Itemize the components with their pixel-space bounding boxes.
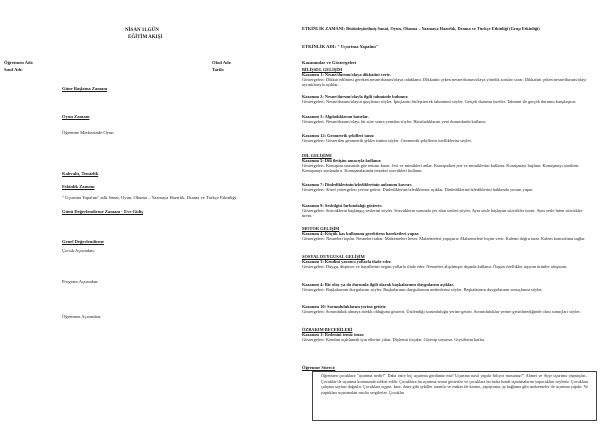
gain-2-indicators: Göstergeleri: Nesne/durum/olayın ipuçlarını söyler. İpuçlarını birleştirerek tahminini söyler. Gerçek durumu inceler. Tahmini ile gerçek durumu karşılaştırır. — [302, 99, 577, 105]
gain-12: Kazanım 12: Geometrik şekilleri tanır. — [302, 133, 375, 138]
gain-9-block — [302, 203, 590, 218]
gain-9-indicators: Göstergeleri: Sözcüklerin başlangıç seslerini söyler. Sözcüklerin sonunda yer alan sesleri söyler. Aynı sesle başlayan sözcükler üretir. Aynı sesle biten sözcükler üretir. — [302, 208, 583, 219]
selfcare-block — [302, 327, 590, 342]
gain-4-motor-indicators: Göstergeleri: Nesneleri toplar. Nesneleri takar. Malzemeleri keser. Malzemeleri yapıştırır. Malzemelere biçim verir. Kalemi doğru tutar. Kalem kontrolünü sağlar. — [302, 236, 586, 242]
general-evaluation-section: Genel Değerlendirme — [62, 239, 104, 244]
gain-3-block — [302, 114, 590, 124]
gain-1-selfcare-indicators: Göstergeleri: Kendini açıklamak için ellerini yıkar. Dişlerini fırçalar. Giyinip soyunur. Giysilerini katlar. — [302, 337, 485, 343]
gain-7-indicators: Göstergeleri: Sözel yönergeleri yerine getirir. Dinlediklerini/izlediklerini açıklar. Dinlediklerini/izlediklerini hakkında yorum yapar. — [302, 187, 534, 193]
gain-1-selfcare: Kazanım 1: Bedenini temiz tutar. — [302, 332, 365, 338]
activity-section: Etkinlik Zamanı — [62, 184, 95, 189]
date-heading: NİSAN 11.GÜN — [125, 28, 159, 33]
social-heading: SOSYAL DUYGUSAL GELİŞİM — [302, 254, 365, 259]
school-name-label: Okul Adı: — [212, 60, 232, 65]
gain-7: Kazanım 7: Dinlediklerinin/izlediklerinin anlamını kavrar. — [302, 182, 412, 187]
activity-name: ETKİNLİK ADI: " Uçurtma Yapalım" — [302, 44, 379, 49]
child-perspective: Çocuk Açısından; — [62, 248, 95, 253]
social-block — [302, 254, 590, 269]
gain-10-block — [302, 304, 590, 314]
motor-heading: MOTOR GELİŞİM — [302, 226, 340, 231]
gain-1: Kazanım 1: Nesne/durum/olaya dikkatini verir. — [302, 72, 391, 78]
program-perspective: Program Açısından; — [62, 279, 99, 284]
gain-9: Kazanım 9: Sesbilgisi farkındalığı gösterir. — [302, 203, 382, 208]
gain-4-social: Kazanım 4: Bir olay ya da durumla ilgili olarak başkalarının duygularını açıklar. — [302, 282, 454, 287]
breakfast-section: Kahvaltı, Temizlik — [62, 171, 99, 176]
gain-3-social: Kazanım 3: Kendini yaratıcı yollarla ifade eder. — [302, 259, 392, 265]
selfcare-heading: ÖZBAKIM BECERİLERİ — [302, 327, 353, 332]
cognitive-heading: BİLİŞSEL GELİŞİM — [302, 67, 343, 72]
teacher-name-label: Öğretmen Adı: — [4, 60, 34, 65]
gain-3-social-indicators: Göstergeleri: Duygu, düşünce ve hayallerini özgün yollarla ifade eder. Nesneleri alışılmışın dışında kullanır. Özgün özellikler taşıyan ürünler oluşturur. — [302, 264, 568, 270]
evaluation-section: Günü Değerlendirme Zamanı - Eve Gidiş — [62, 209, 144, 214]
gain-5: Kazanım 5: Dili iletişim amacıyla kullanır. — [302, 158, 382, 164]
flow-heading: EĞİTİM AKIŞI — [128, 35, 163, 40]
learning-process-text: Öğretmen çocuklara "uçurtma nedir?" Daha önce hiç uçurtma gördünüz mü? Uçurtma nasıl yapılır biliyor musunuz?" Ahmet ve Ayşe uçurtma yapmışlar... Çocuklar ile uçurtma konusunda sohbet edilir. Çocuklara bu uçurtma resmi gösterilir ve çocuklara bu hafta kendi uçurtmalarını yapacakları söylenir. Çocuklara çalışma sayfası dağıtılır. Çocuklara üçgen, kare, daire gibi şekiller tanıtılır ve makas ile kesme, yapıştırma, ip bağlama gibi malzemeler ile uçurtma yapılır. Ve yaptıkları uçurtmaları sınıfta sergilerler. Çocuklar — [321, 373, 588, 396]
gain-5-indicators: Göstergeleri: Konuşma sırasında göz teması kurar. Jest ve mimikleri anlar. Konuşurken jest ve mimiklerini kullanır. Konuşmayı başlatır. Konuşmayı sürdürür. Konuşmayı sonlandırır. Konuşmalarında nezaket sözcükleri kullanır. — [302, 163, 580, 174]
activity-time-line: ETKİNLİK ZAMANI: Bütünleştirilmiş Sanat, Oyun, Okuma – Yazmaya Hazırlık, Drama ve Türkçe Etkinliği (Grup Etkinliği) — [302, 26, 540, 31]
gain-10: Kazanım 10: Sorumluluklarını yerine getirir. — [302, 304, 387, 309]
gains-header: Kazanımlar ve Göstergeleri — [302, 60, 357, 65]
learning-process-heading: Öğrenme Süreci: — [302, 365, 336, 370]
class-name-label: Sınıf Adı: — [4, 67, 23, 72]
gain-4-social-indicators: Göstergeleri: Başkalarının duygularını söyler. Başkalarının duygularının nedenlerini söyler. Başkalarının duygularının sonuçlarını söyler. — [302, 287, 543, 293]
learning-process-box — [312, 371, 597, 421]
gain-1-indicators: Göstergeleri: Dikkat edilmesi gereken nesne/durum/olaya odaklanır. Dikkatini çeken nesne/durum/olaya yönelik sorular sorar. Dikkatini çeken nesne/durum/olayı ayrıntılarıyla açıklar. — [302, 77, 587, 88]
teacher-perspective: Öğretmen Açısından; — [62, 314, 102, 319]
gain-7-block — [302, 182, 590, 192]
gain-4-social-block — [302, 282, 590, 292]
gain-12-block — [302, 133, 590, 143]
activity-line: " Uçurtma Yapalım" adlı Sanat, Oyun, Okuma – Yazmaya Hazırlık, Drama ve Türkçe Etkinliği — [62, 195, 237, 200]
language-heading: DİL GELİŞİMİ — [302, 153, 332, 158]
language-block — [302, 153, 590, 173]
right-column — [302, 0, 598, 424]
gain-12-indicators: Göstergeleri: Gösterilen geometrik şeklin ismini söyler. Geometrik şekillerin özelliklerini söyler. — [302, 138, 472, 144]
welcome-section: Güne Başlama Zamanı — [62, 86, 108, 91]
gain-2: Kazanım 2: Nesne/durum/olayla ilgili tahminde bulunur. — [302, 94, 409, 99]
motor-block — [302, 226, 590, 241]
gain-3: Kazanım 3: Algıladıklarını hatırlar. — [302, 114, 369, 119]
cognitive-block — [302, 67, 590, 87]
gain-2-block — [302, 94, 590, 104]
centers-text: Öğrenme Merkezinde Oyun — [62, 130, 114, 135]
gain-10-indicators: Göstergeleri: Sorumluluk almaya istekli olduğunu gösterir. Üstlendiği sorumluluğu yerine getirir. Sorumluluklar yerine getirilmediğinde olası sonuçları söyler. — [302, 309, 581, 315]
left-column — [0, 0, 296, 424]
gain-3-indicators: Göstergeleri: Nesne/durum/olayı bir süre sonra yeniden söyler. Hatırladıklarını yeni durumlarda kullanır. — [302, 119, 487, 125]
date-label: Tarih: — [212, 67, 225, 72]
gain-4-motor: Kazanım 4: Küçük kas kullanımı gerektiren hareketleri yapar. — [302, 231, 420, 237]
play-section: Oyun Zamanı — [62, 114, 90, 119]
